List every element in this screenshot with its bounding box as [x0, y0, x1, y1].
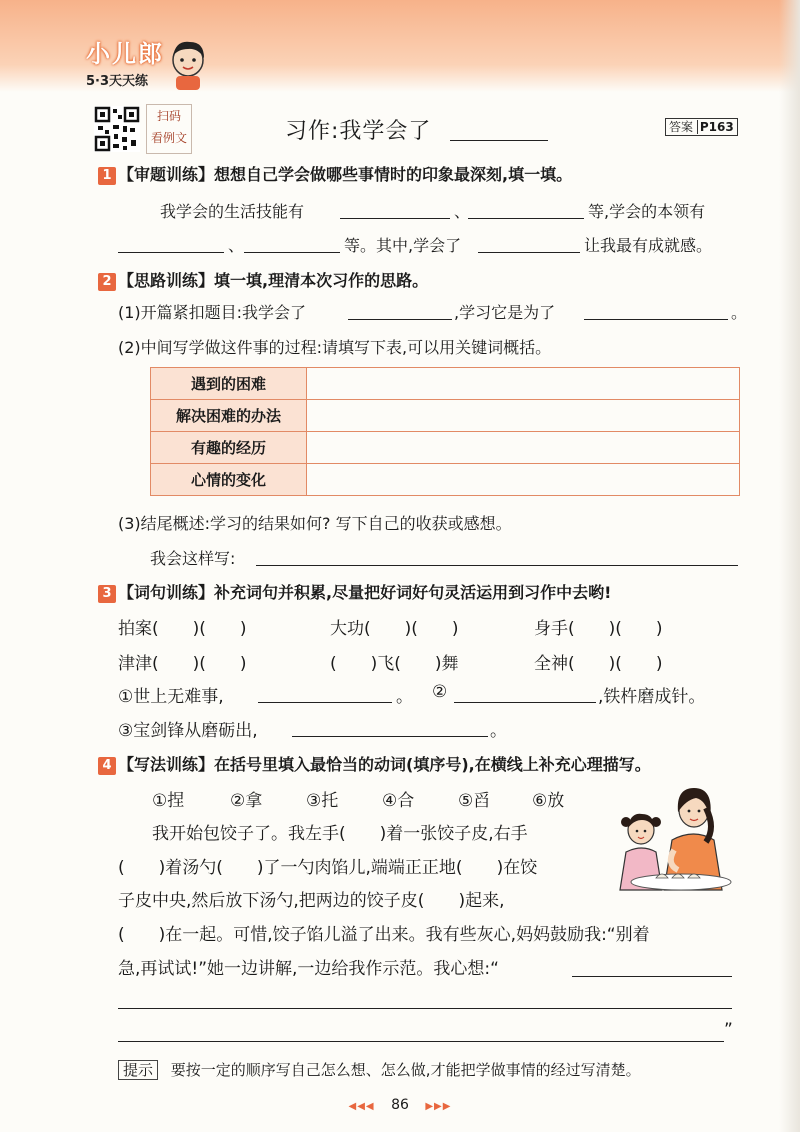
tip-text: 要按一定的顺序写自己怎么想、怎么做,才能把学做事情的经过写清楚。	[170, 1061, 641, 1079]
dumpling-illustration	[606, 778, 756, 894]
s1-blank-5[interactable]	[478, 252, 580, 253]
verb-option: ②拿	[230, 791, 263, 811]
table-answer-cell[interactable]	[307, 368, 740, 400]
s1-text-1a: 我学会的生活技能有	[160, 202, 305, 221]
saying-blank-1[interactable]	[258, 702, 392, 703]
s2-blank-3[interactable]	[256, 565, 738, 566]
section-1-number: 1	[98, 167, 116, 185]
verb-option: ①捏	[152, 791, 185, 811]
s1-blank-4[interactable]	[244, 252, 340, 253]
story-line-2: ( )着汤勺( )了一勺肉馅儿,端端正正地( )在饺	[118, 858, 538, 878]
section-1-heading	[98, 162, 572, 185]
thought-blank-1[interactable]	[572, 976, 732, 977]
tip-label: 提示	[118, 1060, 158, 1080]
table-label: 心情的变化	[151, 464, 307, 496]
verb-option: ③托	[306, 791, 339, 811]
verb-option: ④合	[382, 791, 415, 811]
section-2-heading	[98, 268, 428, 291]
brand-logo	[86, 34, 164, 89]
table-row	[151, 464, 740, 496]
next-arrows-icon: ▶▶▶	[425, 1101, 452, 1112]
table-row	[151, 432, 740, 464]
s1-text-2c: 让我最有成就感。	[584, 236, 713, 255]
saying-2-a: ②	[432, 682, 448, 702]
saying-1-b: 。	[396, 687, 413, 707]
mascot-icon	[166, 36, 210, 90]
brand-name: 小儿郎	[86, 40, 164, 68]
s2-blank-2[interactable]	[584, 319, 728, 320]
section-3-title: 【词句训练】补充词句并积累,尽量把好词好句灵活运用到习作中去哟!	[118, 583, 612, 602]
answer-page: P163	[697, 120, 734, 134]
s1-blank-3[interactable]	[118, 252, 224, 253]
title-blank-line[interactable]	[450, 140, 548, 141]
answer-reference	[665, 118, 738, 136]
idiom-4: 津津( )( )	[118, 654, 247, 674]
page-number: 86	[391, 1097, 409, 1113]
s1-text-2b: 等。其中,学会了	[344, 236, 462, 255]
page-edge-shadow	[779, 0, 800, 1132]
verb-option: ⑤舀	[458, 791, 491, 811]
saying-3-a: ③宝剑锋从磨砺出,	[118, 721, 258, 741]
idiom-1: 拍案( )( )	[118, 619, 247, 639]
s1-text-1b: 、	[454, 202, 471, 221]
page-title: 习作:我学会了	[285, 119, 432, 144]
s2-item1-a: (1)开篇紧扣题目:我学会了	[118, 303, 307, 322]
table-answer-cell[interactable]	[307, 432, 740, 464]
s1-blank-1[interactable]	[340, 218, 450, 219]
brand-subtitle: 5·3天天练	[86, 74, 149, 89]
saying-1-a: ①世上无难事,	[118, 687, 224, 707]
table-answer-cell[interactable]	[307, 400, 740, 432]
idiom-6: 全神( )( )	[534, 654, 663, 674]
s2-item1-c: 。	[731, 303, 748, 322]
saying-blank-2[interactable]	[454, 702, 596, 703]
end-quote: ”	[724, 1020, 733, 1040]
s2-item3-write-label: 我会这样写:	[150, 549, 236, 568]
story-line-4: ( )在一起。可惜,饺子馅儿溢了出来。我有些灰心,妈妈鼓励我:“别着	[118, 925, 650, 945]
section-2-title: 【思路训练】填一填,理清本次习作的思路。	[118, 271, 429, 290]
answer-label: 答案	[669, 120, 694, 134]
table-label: 有趣的经历	[151, 432, 307, 464]
story-line-1: 我开始包饺子了。我左手( )着一张饺子皮,右手	[152, 824, 528, 844]
s1-text-2a: 、	[228, 236, 245, 255]
s2-item1-b: ,学习它是为了	[454, 303, 556, 322]
s2-item3: (3)结尾概述:学习的结果如何? 写下自己的收获或感想。	[118, 514, 512, 533]
tip-row	[118, 1059, 641, 1080]
page-footer	[0, 1097, 800, 1113]
prev-arrows-icon: ◀◀◀	[348, 1101, 375, 1112]
idiom-2: 大功( )( )	[330, 619, 459, 639]
section-3-heading	[98, 580, 611, 603]
table-row	[151, 400, 740, 432]
section-2-number: 2	[98, 273, 116, 291]
section-4-heading	[98, 752, 651, 775]
section-1-title: 【审题训练】想想自己学会做哪些事情时的印象最深刻,填一填。	[118, 165, 573, 184]
scan-example-label	[146, 104, 192, 154]
saying-blank-3[interactable]	[292, 736, 488, 737]
idiom-5: ( )飞( )舞	[330, 654, 459, 674]
s1-blank-2[interactable]	[468, 218, 584, 219]
scan-label-line2: 看例文	[150, 131, 187, 145]
table-answer-cell[interactable]	[307, 464, 740, 496]
thought-blank-3[interactable]	[118, 1041, 724, 1042]
qr-code-icon	[94, 106, 140, 152]
s2-item2: (2)中间写学做这件事的过程:请填写下表,可以用关键词概括。	[118, 338, 552, 357]
section-4-number: 4	[98, 757, 116, 775]
idiom-3: 身手( )( )	[534, 619, 663, 639]
section-4-title: 【写法训练】在括号里填入最恰当的动词(填序号),在横线上补充心理描写。	[118, 755, 651, 774]
saying-2-b: ,铁杵磨成针。	[598, 687, 706, 707]
table-label: 遇到的困难	[151, 368, 307, 400]
table-row	[151, 368, 740, 400]
table-label: 解决困难的办法	[151, 400, 307, 432]
story-line-3: 子皮中央,然后放下汤勺,把两边的饺子皮( )起来,	[118, 891, 505, 911]
s1-text-1c: 等,学会的本领有	[588, 202, 706, 221]
section-3-number: 3	[98, 585, 116, 603]
scan-label-line1: 扫码	[156, 109, 181, 123]
s2-blank-1[interactable]	[348, 319, 452, 320]
thought-blank-2[interactable]	[118, 1008, 732, 1009]
story-line-5: 急,再试试!”她一边讲解,一边给我作示范。我心想:“	[118, 959, 499, 979]
process-table	[150, 367, 740, 496]
verb-option: ⑥放	[532, 791, 565, 811]
saying-3-b: 。	[490, 721, 507, 741]
